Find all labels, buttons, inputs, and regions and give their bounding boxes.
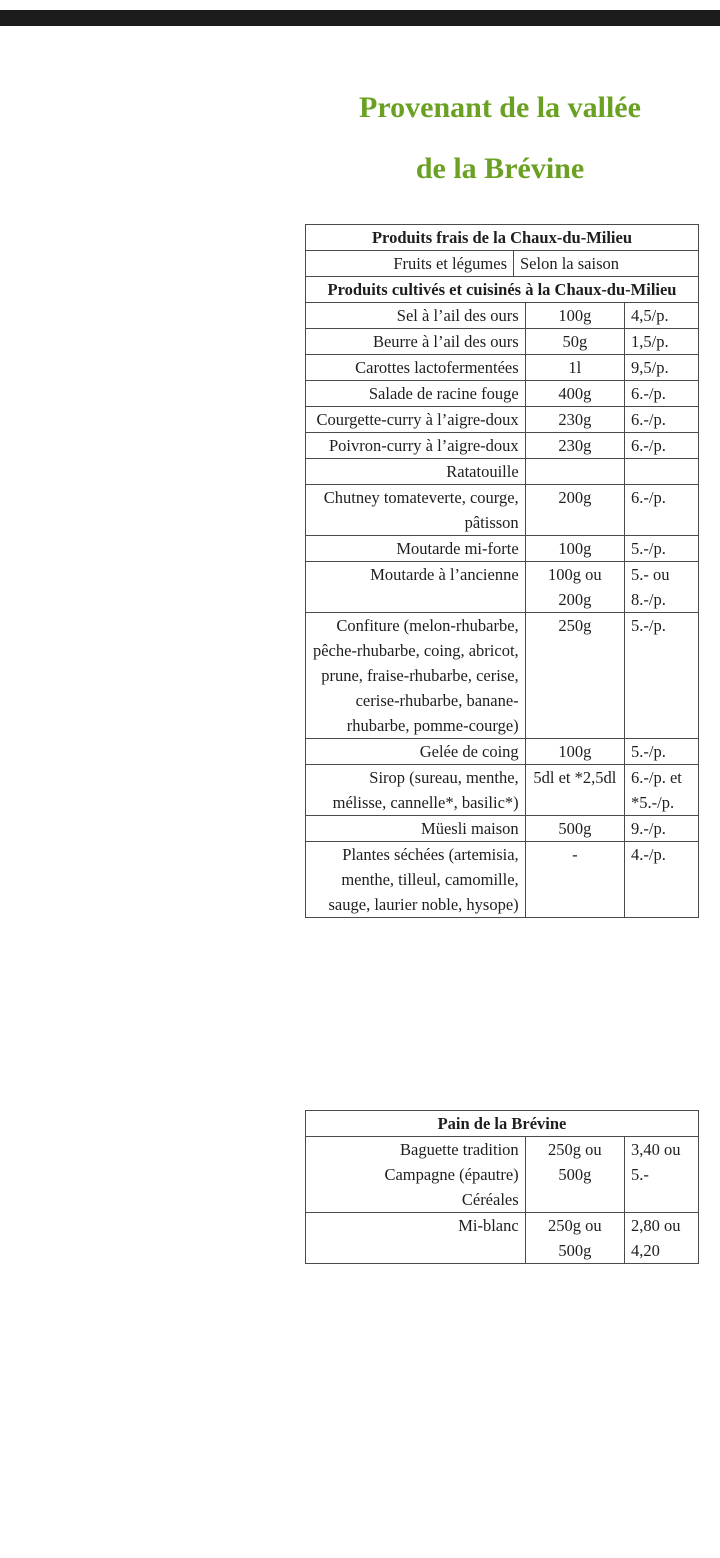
product-price: 5.-/p. (625, 536, 699, 562)
product-price: 5.-/p. (625, 613, 699, 739)
product-qty: 100g ou 200g (525, 562, 624, 613)
bread-price: 2,80 ou 4,20 (625, 1213, 699, 1264)
product-qty: 5dl et *2,5dl (525, 765, 624, 816)
table-row (306, 536, 699, 562)
table-row (306, 765, 699, 816)
fruits-value: Selon la saison (520, 254, 619, 273)
table-row (306, 739, 699, 765)
table-row (306, 842, 699, 918)
table-row (306, 562, 699, 613)
product-name: Müesli maison (306, 816, 526, 842)
product-qty: 230g (525, 407, 624, 433)
cultivated-products-header: Produits cultivés et cuisinés à la Chaux-du-Milieu (306, 277, 699, 303)
product-price (625, 459, 699, 485)
product-qty: 500g (525, 816, 624, 842)
product-name: Sel à l’ail des ours (306, 303, 526, 329)
table-row (306, 355, 699, 381)
bread-name: Baguette tradition (399, 1140, 519, 1159)
product-price: 6.-/p. (625, 433, 699, 459)
fresh-products-header: Produits frais de la Chaux-du-Milieu (306, 225, 699, 251)
product-rows (306, 303, 699, 918)
product-qty: - (525, 842, 624, 918)
bread-price: 3,40 ou 5.- (625, 1137, 699, 1213)
top-dark-bar (0, 10, 720, 26)
bread-header: Pain de la Brévine (306, 1111, 699, 1137)
bread-table (305, 1110, 699, 1264)
page-title-line-2: de la Brévine (415, 152, 585, 185)
product-name: Moutarde mi-forte (306, 536, 526, 562)
table-row (306, 303, 699, 329)
product-name: Plantes séchées (artemisia, menthe, tilleul, camomille, sauge, laurier noble, hysope) (306, 842, 526, 918)
products-table (305, 224, 699, 918)
product-price: 6.-/p. et *5.-/p. (625, 765, 699, 816)
bread-name: Céréales (461, 1190, 519, 1209)
product-name: Gelée de coing (306, 739, 526, 765)
top-margin (0, 0, 720, 10)
product-qty: 250g (525, 613, 624, 739)
product-price: 9,5/p. (625, 355, 699, 381)
product-qty (525, 459, 624, 485)
product-name: Confiture (melon-rhubarbe, pêche-rhubarbe, coing, abricot, prune, fraise-rhubarbe, cerise, cerise-rhubarbe, banane-rhubarbe, pomme-courge) (306, 613, 526, 739)
product-name: Carottes lactofermentées (306, 355, 526, 381)
table-row (306, 613, 699, 739)
product-qty: 400g (525, 381, 624, 407)
product-name: Moutarde à l’ancienne (306, 562, 526, 613)
product-qty: 230g (525, 433, 624, 459)
bread-name: Mi-blanc (306, 1213, 526, 1264)
product-qty: 100g (525, 739, 624, 765)
bread-name-cell (306, 1137, 526, 1213)
bread-qty: 250g ou 500g (525, 1213, 624, 1264)
product-price: 4.-/p. (625, 842, 699, 918)
product-price: 9.-/p. (625, 816, 699, 842)
product-name: Courgette-curry à l’aigre-doux (306, 407, 526, 433)
table-row (306, 433, 699, 459)
product-qty: 200g (525, 485, 624, 536)
table-header-row (306, 277, 699, 303)
product-price: 4,5/p. (625, 303, 699, 329)
bread-qty: 250g ou 500g (525, 1137, 624, 1213)
fruits-label: Fruits et légumes (306, 251, 514, 276)
table-row (306, 1137, 699, 1213)
product-price: 5.-/p. (625, 739, 699, 765)
product-price: 5.- ou 8.-/p. (625, 562, 699, 613)
product-qty: 100g (525, 303, 624, 329)
bread-name: Campagne (épautre) (384, 1165, 519, 1184)
table-row (306, 1213, 699, 1264)
table-row (306, 816, 699, 842)
product-qty: 1l (525, 355, 624, 381)
table-row (306, 459, 699, 485)
product-price: 1,5/p. (625, 329, 699, 355)
table-row (306, 485, 699, 536)
table-header-row (306, 1111, 699, 1137)
product-name: Beurre à l’ail des ours (306, 329, 526, 355)
product-price: 6.-/p. (625, 485, 699, 536)
fruits-row (306, 251, 699, 277)
table-row (306, 407, 699, 433)
product-price: 6.-/p. (625, 407, 699, 433)
product-name: Salade de racine fouge (306, 381, 526, 407)
product-qty: 50g (525, 329, 624, 355)
product-price: 6.-/p. (625, 381, 699, 407)
table-row (306, 381, 699, 407)
page-title-line-1: Provenant de la vallée (359, 91, 641, 124)
product-name: Poivron-curry à l’aigre-doux (306, 433, 526, 459)
product-name: Ratatouille (306, 459, 526, 485)
product-name: Sirop (sureau, menthe, mélisse, cannelle*, basilic*) (306, 765, 526, 816)
table-row (306, 329, 699, 355)
product-qty: 100g (525, 536, 624, 562)
table-header-row (306, 225, 699, 251)
product-name: Chutney tomateverte, courge, pâtisson (306, 485, 526, 536)
